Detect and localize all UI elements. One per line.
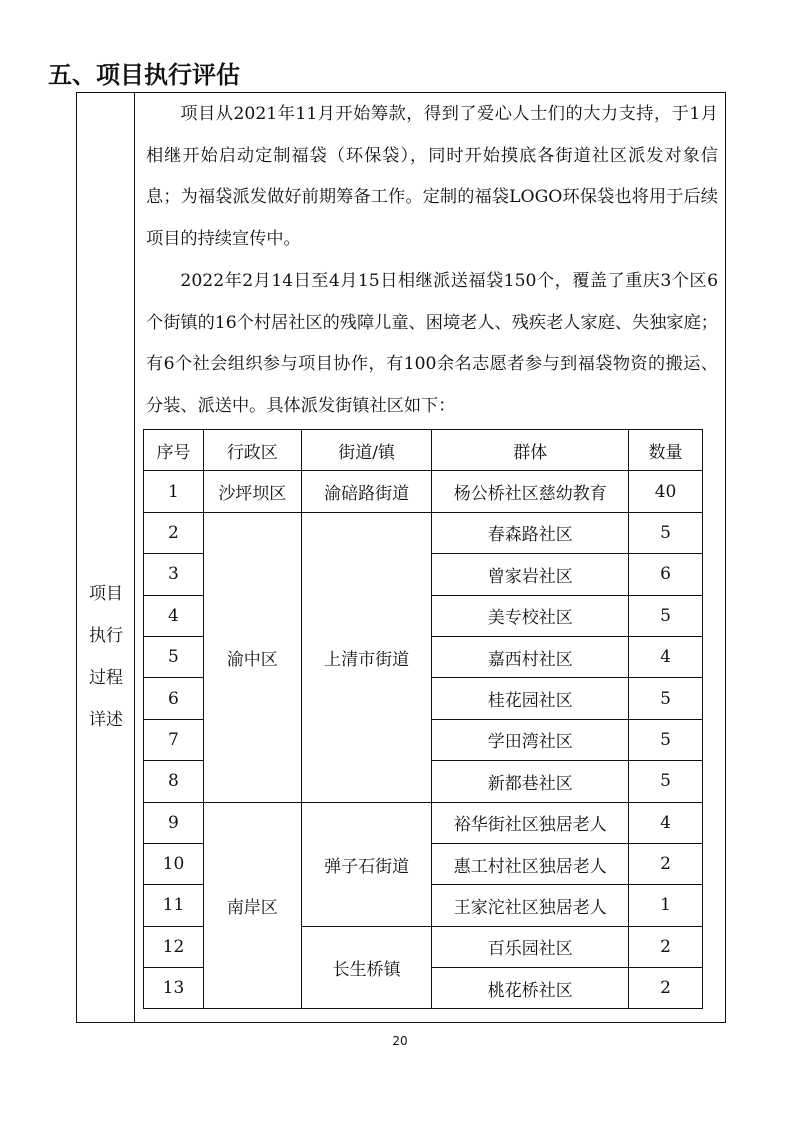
district-cell: 沙坪坝区 bbox=[203, 471, 301, 512]
street-cell: 弹子石街道 bbox=[301, 802, 432, 926]
row-number: 9 bbox=[144, 802, 204, 843]
group-cell: 惠工村社区独居老人 bbox=[432, 843, 629, 884]
row-number: 10 bbox=[144, 843, 204, 884]
distribution-table bbox=[143, 429, 703, 1009]
header-cell: 序号 bbox=[144, 430, 204, 471]
count-cell: 4 bbox=[629, 636, 703, 677]
group-cell: 裕华街社区独居老人 bbox=[432, 802, 629, 843]
side-label-line: 执行 bbox=[89, 626, 123, 646]
row-number: 5 bbox=[144, 636, 204, 677]
count-cell: 6 bbox=[629, 554, 703, 595]
count-cell: 2 bbox=[629, 968, 703, 1009]
count-cell: 1 bbox=[629, 885, 703, 926]
header-cell: 行政区 bbox=[203, 430, 301, 471]
row-number: 7 bbox=[144, 719, 204, 760]
group-cell: 学田湾社区 bbox=[432, 719, 629, 760]
table-row bbox=[144, 471, 703, 512]
group-cell: 曾家岩社区 bbox=[432, 554, 629, 595]
count-cell: 2 bbox=[629, 843, 703, 884]
table-row bbox=[144, 802, 703, 843]
side-label-line: 过程 bbox=[89, 668, 123, 688]
group-cell: 百乐园社区 bbox=[432, 926, 629, 967]
row-number: 3 bbox=[144, 554, 204, 595]
paragraph-distribution: 2022年2月14日至4月15日相继派送福袋150个，覆盖了重庆3个区6个街镇的16个村居社区的残障儿童、困境老人、残疾老人家庭、失独家庭；有6个社会组织参与项目协作，有100余名志愿者参与到福袋物资的搬运、分装、派送中。具体派发街镇社区如下： bbox=[146, 271, 718, 416]
count-cell: 5 bbox=[629, 719, 703, 760]
page-number: 20 bbox=[392, 1034, 408, 1048]
side-label-column bbox=[77, 93, 135, 1022]
row-number: 4 bbox=[144, 595, 204, 636]
group-cell: 嘉西村社区 bbox=[432, 636, 629, 677]
evaluation-form bbox=[76, 92, 726, 1023]
group-cell: 杨公桥社区慈幼教育 bbox=[432, 471, 629, 512]
street-cell: 长生桥镇 bbox=[301, 926, 432, 1009]
row-number: 8 bbox=[144, 761, 204, 802]
header-cell: 数量 bbox=[629, 430, 703, 471]
side-label bbox=[77, 573, 135, 741]
group-cell: 春森路社区 bbox=[432, 512, 629, 553]
paragraph-funding: 项目从2021年11月开始筹款，得到了爱心人士们的大力支持，于1月相继开始启动定制福袋（环保袋），同时开始摸底各街道社区派发对象信息；为福袋派发做好前期筹备工作。定制的福袋LOGO环保袋也将用于后续项目的持续宣传中。 bbox=[146, 104, 718, 249]
count-cell: 40 bbox=[629, 471, 703, 512]
count-cell: 5 bbox=[629, 512, 703, 553]
row-number: 13 bbox=[144, 968, 204, 1009]
group-cell: 桂花园社区 bbox=[432, 678, 629, 719]
street-cell: 渝碚路街道 bbox=[301, 471, 432, 512]
group-cell: 美专校社区 bbox=[432, 595, 629, 636]
count-cell: 5 bbox=[629, 595, 703, 636]
count-cell: 5 bbox=[629, 678, 703, 719]
group-cell: 桃花桥社区 bbox=[432, 968, 629, 1009]
row-number: 2 bbox=[144, 512, 204, 553]
district-cell: 渝中区 bbox=[203, 512, 301, 802]
section-title: 五、项目执行评估 bbox=[48, 61, 240, 89]
table-header-row bbox=[144, 430, 703, 471]
row-number: 1 bbox=[144, 471, 204, 512]
table-row bbox=[144, 512, 703, 553]
count-cell: 2 bbox=[629, 926, 703, 967]
group-cell: 新都巷社区 bbox=[432, 761, 629, 802]
district-cell: 南岸区 bbox=[203, 802, 301, 1009]
count-cell: 4 bbox=[629, 802, 703, 843]
count-cell: 5 bbox=[629, 761, 703, 802]
row-number: 12 bbox=[144, 926, 204, 967]
side-label-line: 详述 bbox=[89, 710, 123, 730]
street-cell: 上清市街道 bbox=[301, 512, 432, 802]
row-number: 6 bbox=[144, 678, 204, 719]
header-cell: 群体 bbox=[432, 430, 629, 471]
row-number: 11 bbox=[144, 885, 204, 926]
header-cell: 街道/镇 bbox=[301, 430, 432, 471]
side-label-line: 项目 bbox=[89, 584, 123, 604]
group-cell: 王家沱社区独居老人 bbox=[432, 885, 629, 926]
